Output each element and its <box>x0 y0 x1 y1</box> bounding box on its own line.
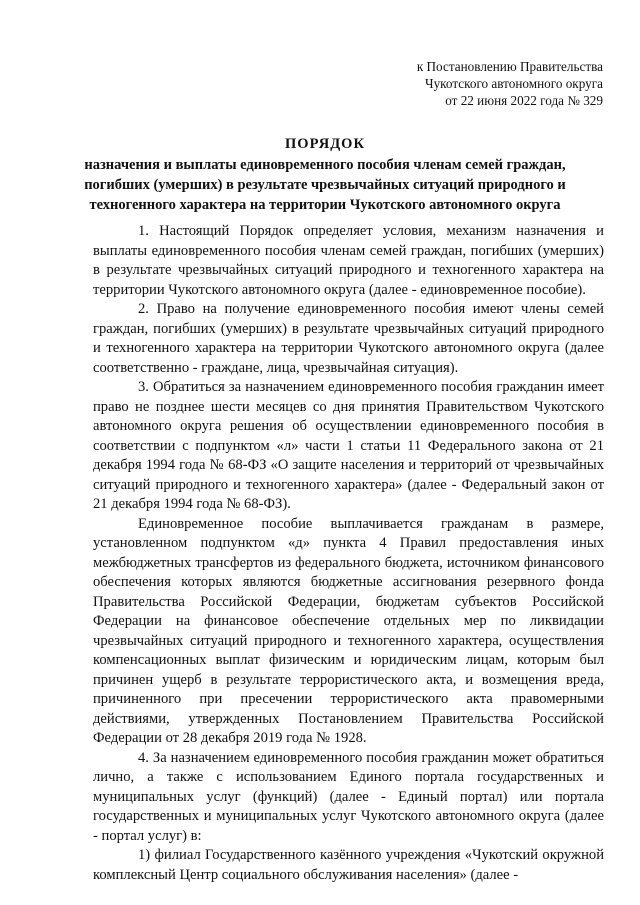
paragraph-3: 3. Обратиться за назначением единовременного пособия гражданин имеет право не позднее шести месяцев со дня принятия Правительством Чукотского автономного округа решения об осуществлении единовременного пособия в соответствии с подпунктом «л» части 1 статьи 11 Федерального закона от 21 декабря 1994 года № 68-ФЗ «О защите населения и территорий от чрезвычайных ситуаций природного и техногенного характера» (далее - Федеральный закон от 21 декабря 1994 года № 68-ФЗ). <box>93 379 604 512</box>
approval-line: к Постановлению Правительства <box>416 59 603 74</box>
approval-reference <box>343 58 603 109</box>
paragraph-4-item-1: 1) филиал Государственного казённого учреждения «Чукотский окружной комплексный Центр социального обслуживания населения» (далее - <box>93 847 604 883</box>
approval-line: от 22 июня 2022 года № 329 <box>445 93 603 108</box>
paragraph-4: 4. За назначением единовременного пособия гражданин может обратиться лично, а также с использованием Единого портала государственных и муниципальных услуг (функций) (далее - Единый портал) или портала государственных и муниципальных услуг Чукотского автономного округа (далее - портал услуг) в: <box>93 749 604 844</box>
paragraph-2: 2. Право на получение единовременного пособия имеют члены семей граждан, погибших (умерших) в результате чрезвычайных ситуаций природного и техногенного характера на территории Чукотского автономного округа (далее соответственно - граждане, лица, чрезвычайная ситуация). <box>93 301 604 376</box>
document-subtitle: назначения и выплаты единовременного пособия членам семей граждан, погибших (умерших) в результате чрезвычайных ситуаций природного и техногенного характера на территории Чукотского автономного округа <box>84 157 566 213</box>
paragraph-1: 1. Настоящий Порядок определяет условия, механизм назначения и выплаты единовременного пособия членам семей граждан, погибших (умерших) в результате чрезвычайных ситуаций природного и техногенного характера на территории Чукотского автономного округа (далее - единовременное пособие). <box>93 223 604 298</box>
document-title: ПОРЯДОК <box>285 136 365 152</box>
approval-line: Чукотского автономного округа <box>425 76 603 91</box>
paragraph-3-continued: Единовременное пособие выплачивается гражданам в размере, установленном подпунктом «д» пункта 4 Правил предоставления иных межбюджетных трансфертов из федерального бюджета, источником финансового обеспечения которых являются бюджетные ассигнования резервного фонда Правительства Российской Федерации, бюджетам субъектов Российской Федерации на финансовое обеспечение отдельных мер по ликвидации чрезвычайных ситуаций природного и техногенного характера, осуществления компенсационных выплат физическим и юридическим лицам, которым был причинен ущерб в результате террористического акта, и возмещения вреда, причиненного при пресечении террористического акта правомерными действиями, утвержденных Постановлением Правительства Российской Федерации от 28 декабря 2019 года № 1928. <box>93 515 604 746</box>
document-body <box>93 222 604 885</box>
